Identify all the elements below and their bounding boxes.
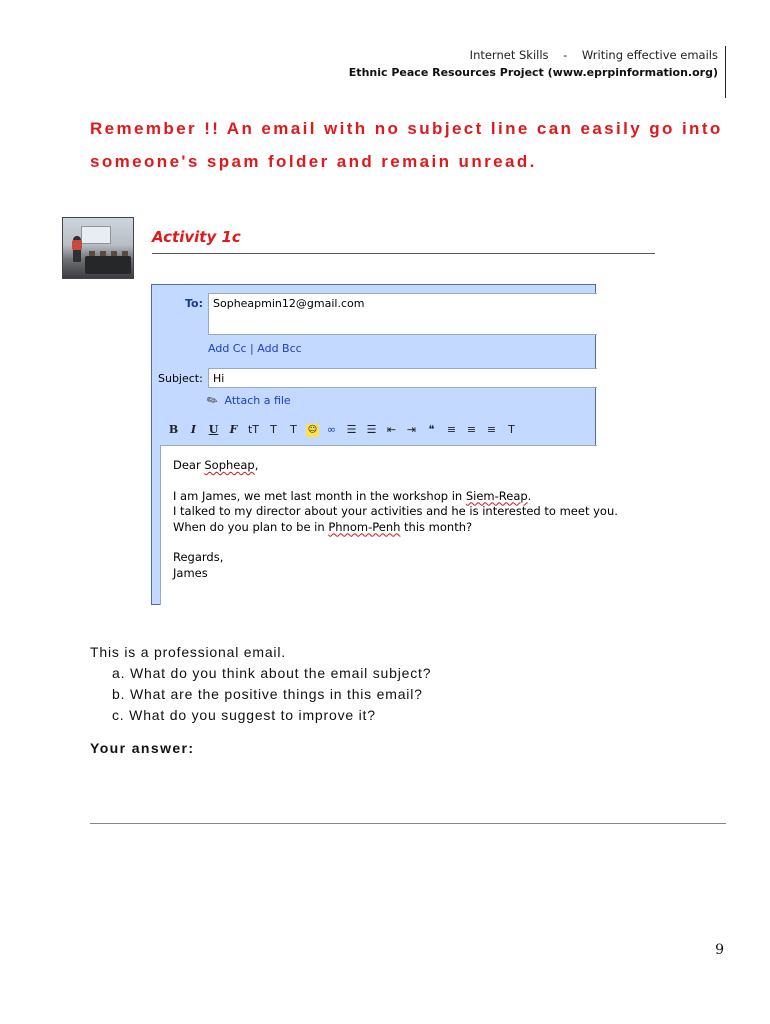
questions <box>90 642 431 726</box>
line1-suffix: . <box>527 488 532 503</box>
outdent-icon[interactable]: ⇤ <box>386 423 397 436</box>
photo-projector-screen <box>81 226 111 244</box>
email-signature: James <box>173 565 208 580</box>
questions-intro: This is a professional email. <box>90 644 286 660</box>
add-cc-link[interactable]: Add Cc <box>208 342 247 355</box>
greeting-suffix: , <box>254 458 259 472</box>
page-number: 9 <box>715 942 724 958</box>
email-line-2: I talked to my director about your activities and he is interested to meet you. <box>173 504 618 518</box>
email-line-1 <box>173 489 585 505</box>
email-line-3 <box>173 520 585 536</box>
bold-button[interactable]: B <box>168 423 179 436</box>
align-right-icon[interactable]: ≡ <box>486 423 497 436</box>
align-left-icon[interactable]: ≡ <box>446 423 457 436</box>
attach-file-label: Attach a file <box>224 394 291 407</box>
line3-prefix: When do you plan to be in <box>173 519 329 534</box>
cc-separator: | <box>250 342 254 355</box>
remove-formatting-icon[interactable]: T <box>508 423 515 436</box>
question-b: b. What are the positive things in this email? <box>112 686 423 702</box>
underline-button[interactable]: U <box>208 423 219 436</box>
highlight-button[interactable]: T <box>290 423 297 436</box>
question-a: a. What do you think about the email subject? <box>112 665 432 681</box>
subject-field[interactable]: Hi <box>208 368 597 388</box>
email-compose-screenshot <box>151 284 618 605</box>
to-label: To: <box>185 297 203 310</box>
attach-file-link[interactable] <box>204 392 291 411</box>
bulleted-list-icon[interactable]: ☰ <box>366 423 377 436</box>
classroom-photo-icon <box>62 217 134 279</box>
email-greeting <box>173 458 585 474</box>
photo-presenter-shirt <box>72 240 82 250</box>
font-size-button[interactable]: tT <box>247 423 260 436</box>
line1-prefix: I am James, we met last month in the workshop in <box>173 488 466 503</box>
paragraph-gap <box>173 474 585 489</box>
numbered-list-icon[interactable]: ☰ <box>346 423 357 436</box>
italic-button[interactable]: I <box>190 423 197 436</box>
email-closing: Regards, <box>173 550 224 564</box>
spam-warning: Remember !! An email with no subject line can easily go into someone's spam folder and remain unread. <box>90 119 723 171</box>
header-project-name: Ethnic Peace Resources Project (www.eprpinformation.org) <box>348 66 718 79</box>
header-course-title: Internet Skills - Writing effective emails <box>469 48 718 62</box>
running-header <box>306 46 726 98</box>
question-c: c. What do you suggest to improve it? <box>112 707 376 723</box>
font-button[interactable]: F <box>229 423 238 436</box>
photo-desks <box>85 256 131 274</box>
quote-icon[interactable]: ❝ <box>428 423 435 436</box>
indent-icon[interactable]: ⇥ <box>406 423 417 436</box>
answer-line[interactable] <box>90 823 726 824</box>
emoticon-icon[interactable]: ☺ <box>307 424 318 435</box>
to-field[interactable]: Sopheapmin12@gmail.com <box>208 293 597 335</box>
subject-label: Subject: <box>158 372 203 385</box>
link-icon[interactable]: ∞ <box>326 423 337 436</box>
line1-place: Siem-Reap <box>465 488 528 503</box>
paragraph-gap <box>173 535 585 550</box>
email-body-editor[interactable] <box>160 445 618 605</box>
text-color-button[interactable]: T <box>270 423 277 436</box>
line3-suffix: this month? <box>400 519 473 534</box>
recipient-name: Sopheap <box>204 458 255 472</box>
activity-divider <box>152 253 655 254</box>
add-bcc-link[interactable]: Add Bcc <box>257 342 302 355</box>
formatting-toolbar <box>166 422 519 438</box>
greeting-prefix: Dear <box>173 458 205 472</box>
activity-title: Activity 1c <box>152 228 241 246</box>
line3-place: Phnom-Penh <box>328 519 401 534</box>
cc-bcc-links <box>208 342 302 355</box>
align-center-icon[interactable]: ≡ <box>466 423 477 436</box>
paperclip-icon: ✎ <box>204 392 222 411</box>
answer-label: Your answer: <box>90 740 195 756</box>
